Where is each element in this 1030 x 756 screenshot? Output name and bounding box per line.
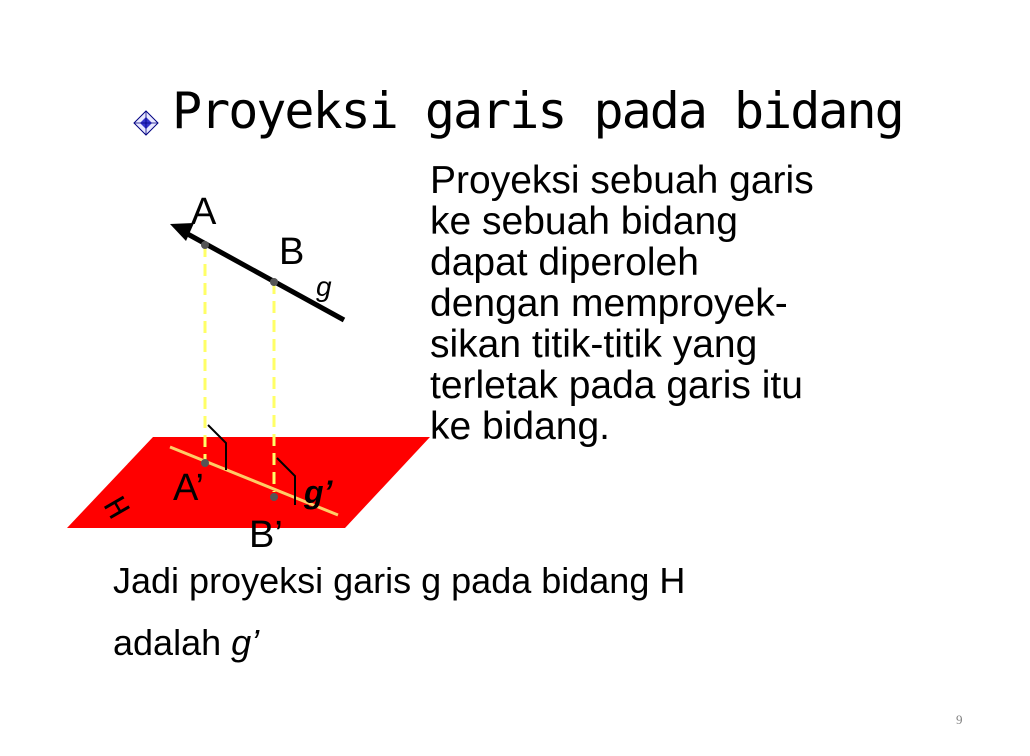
description-text [430,160,814,447]
label-a-prime: A’ [173,467,204,509]
label-h: H [96,491,136,525]
point-b-prime [270,493,278,501]
description-line: dengan memproyek- [430,282,788,325]
conclusion-line-1: Jadi proyeksi garis g pada bidang H [113,560,686,601]
page-number: 9 [956,712,963,727]
conclusion-text [113,554,685,670]
conclusion-g-prime: g’ [231,622,260,663]
point-a-prime [201,459,209,467]
conclusion-line-2 [113,616,685,670]
label-b: B [279,231,305,273]
point-a [201,241,209,249]
label-b-prime: B’ [249,514,283,556]
description-line: ke bidang. [430,405,610,448]
point-b [270,278,278,286]
description-line: Proyeksi sebuah garis [430,159,814,202]
label-a: A [191,191,217,233]
description-line: dapat diperoleh [430,241,699,284]
conclusion-prefix: adalah [113,622,222,663]
description-line: sikan titik-titik yang [430,323,758,366]
slide-title: Proyeksi garis pada bidang [172,82,903,140]
description-line: ke sebuah bidang [430,200,738,243]
label-g-prime: g’ [304,474,333,510]
description-line: terletak pada garis itu [430,364,803,407]
label-g: g [316,271,332,302]
